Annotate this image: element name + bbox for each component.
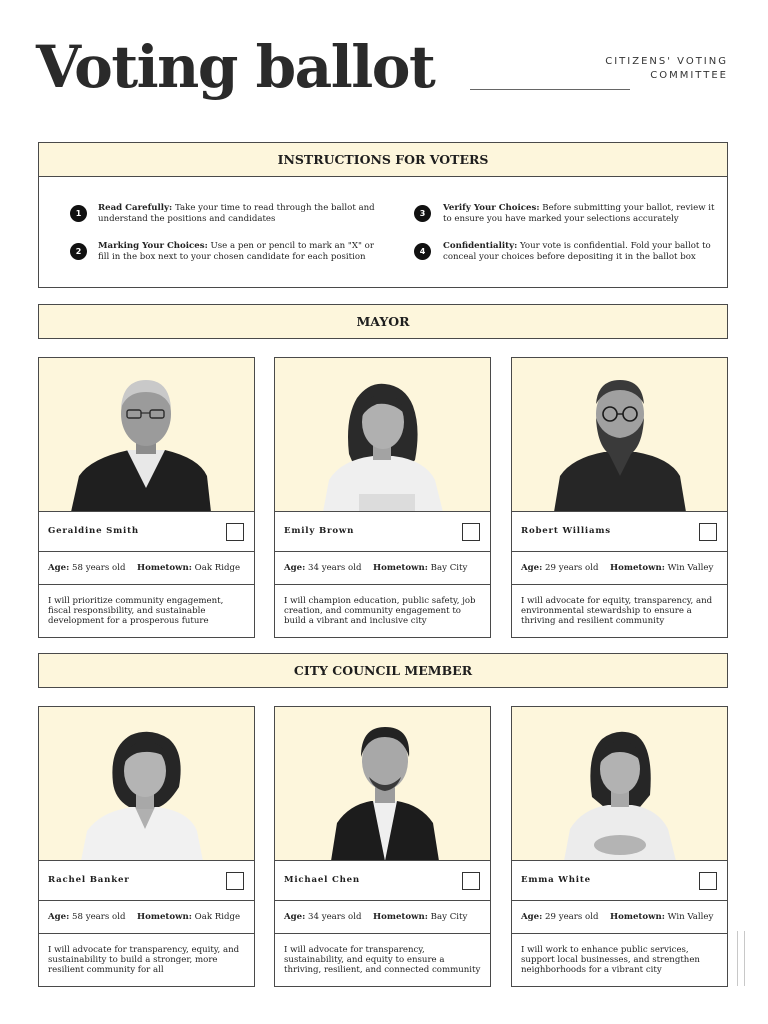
candidate-photo xyxy=(275,707,490,861)
candidate-card-geraldine-smith xyxy=(38,357,255,638)
candidate-photo xyxy=(512,358,727,512)
step-number-2: 2 xyxy=(70,243,87,260)
step-number-3: 3 xyxy=(414,205,431,222)
hometown-label: Hometown: xyxy=(137,912,192,922)
candidate-age xyxy=(48,563,125,573)
portrait-woman-short-hair-icon xyxy=(39,707,254,861)
candidate-name-row xyxy=(275,512,490,552)
mayor-section-heading: MAYOR xyxy=(38,304,728,339)
candidate-statement: I will champion education, public safety, job creation, and community engagement to build a vibrant and inclusive city xyxy=(284,596,476,627)
step-number-4: 4 xyxy=(414,243,431,260)
hometown-label: Hometown: xyxy=(610,912,665,922)
portrait-man-glasses-icon xyxy=(39,358,254,512)
candidate-details xyxy=(39,901,254,934)
candidate-age xyxy=(521,563,598,573)
hometown-label: Hometown: xyxy=(137,563,192,573)
candidate-card-robert-williams xyxy=(511,357,728,638)
hometown-label: Hometown: xyxy=(610,563,665,573)
instruction-step-4 xyxy=(443,241,723,262)
age-label: Age: xyxy=(48,563,70,573)
candidate-details xyxy=(39,552,254,585)
age-value: 34 years old xyxy=(305,563,362,573)
age-label: Age: xyxy=(521,563,543,573)
age-label: Age: xyxy=(48,912,70,922)
candidate-hometown xyxy=(137,912,240,922)
portrait-bearded-man-icon xyxy=(512,358,727,512)
portrait-woman-smiling-icon xyxy=(512,707,727,861)
candidate-details xyxy=(275,552,490,585)
candidate-statement: I will advocate for transparency, equity, and sustainability to build a stronger, more resilient community for all xyxy=(48,945,240,976)
candidate-name-row xyxy=(512,512,727,552)
age-value: 58 years old xyxy=(69,563,126,573)
vote-checkbox-michael-chen[interactable] xyxy=(462,872,480,890)
candidate-name: Michael Chen xyxy=(284,875,360,885)
candidate-photo xyxy=(275,358,490,512)
hometown-value: Oak Ridge xyxy=(191,563,241,573)
age-label: Age: xyxy=(284,912,306,922)
instructions-panel xyxy=(38,177,728,288)
instruction-step-title: Read Carefully: xyxy=(98,203,173,213)
candidate-card-emily-brown xyxy=(274,357,491,638)
candidate-hometown xyxy=(373,563,467,573)
portrait-woman-icon xyxy=(275,358,490,512)
hometown-label: Hometown: xyxy=(373,563,428,573)
instruction-step-text: Use a pen or pencil to mark an "X" or fill in the box next to your chosen candidate for each position xyxy=(98,241,374,262)
hometown-value: Bay City xyxy=(427,563,468,573)
candidate-statement: I will advocate for transparency, sustainability, and equity to ensure a thriving, resilient, and connected community xyxy=(284,945,481,976)
candidate-name-row xyxy=(275,861,490,901)
candidate-name: Rachel Banker xyxy=(48,875,130,885)
hometown-value: Win Valley xyxy=(664,912,714,922)
candidate-name-row xyxy=(39,512,254,552)
candidate-statement: I will advocate for equity, transparency, and environmental stewardship to ensure a thriving and resilient community xyxy=(521,596,713,627)
header-divider xyxy=(470,89,630,90)
candidate-photo xyxy=(39,358,254,512)
committee-name-line1: CITIZENS' VOTING xyxy=(605,56,728,67)
candidate-card-emma-white xyxy=(511,706,728,987)
age-value: 58 years old xyxy=(69,912,126,922)
candidate-hometown xyxy=(373,912,467,922)
candidate-statement: I will work to enhance public services, support local businesses, and strengthen neighborhoods for a vibrant city xyxy=(521,945,700,976)
candidate-age xyxy=(284,912,361,922)
candidate-name: Emily Brown xyxy=(284,526,355,536)
candidate-hometown xyxy=(610,912,713,922)
instruction-step-3 xyxy=(443,203,723,224)
instruction-step-text: Before submitting your ballot, review it to ensure you have marked your selections accurately xyxy=(443,203,715,224)
ballot-title: Voting ballot xyxy=(36,33,435,101)
city-council-section-heading: CITY COUNCIL MEMBER xyxy=(38,653,728,688)
candidate-name-row xyxy=(39,861,254,901)
instruction-step-text: Take your time to read through the ballot and understand the positions and candidates xyxy=(98,203,375,224)
committee-name xyxy=(605,55,728,83)
candidate-details xyxy=(275,901,490,934)
candidate-statement: I will prioritize community engagement, fiscal responsibility, and sustainable development for a prosperous future xyxy=(48,596,224,627)
step-number-1: 1 xyxy=(70,205,87,222)
candidate-age xyxy=(284,563,361,573)
candidate-hometown xyxy=(610,563,713,573)
instruction-step-text: Your vote is confidential. Fold your ballot to conceal your choices before depositing it in the ballot box xyxy=(443,241,711,262)
hometown-value: Oak Ridge xyxy=(191,912,241,922)
candidate-card-michael-chen xyxy=(274,706,491,987)
candidate-name-row xyxy=(512,861,727,901)
vote-checkbox-rachel-banker[interactable] xyxy=(226,872,244,890)
age-value: 29 years old xyxy=(542,912,599,922)
age-label: Age: xyxy=(521,912,543,922)
candidate-photo xyxy=(39,707,254,861)
hometown-label: Hometown: xyxy=(373,912,428,922)
vote-checkbox-emma-white[interactable] xyxy=(699,872,717,890)
vote-checkbox-robert-williams[interactable] xyxy=(699,523,717,541)
instruction-step-title: Confidentiality: xyxy=(443,241,518,251)
age-label: Age: xyxy=(284,563,306,573)
committee-name-line2: COMMITTEE xyxy=(650,70,728,81)
instruction-step-title: Marking Your Choices: xyxy=(98,241,208,251)
instruction-step-1 xyxy=(98,203,378,224)
portrait-man-suit-icon xyxy=(275,707,490,861)
hometown-value: Win Valley xyxy=(664,563,714,573)
instruction-step-title: Verify Your Choices: xyxy=(443,203,540,213)
vote-checkbox-emily-brown[interactable] xyxy=(462,523,480,541)
age-value: 34 years old xyxy=(305,912,362,922)
candidate-name: Emma White xyxy=(521,875,591,885)
candidate-photo xyxy=(512,707,727,861)
candidate-age xyxy=(48,912,125,922)
instructions-heading: INSTRUCTIONS FOR VOTERS xyxy=(38,142,728,177)
vote-checkbox-geraldine-smith[interactable] xyxy=(226,523,244,541)
candidate-details xyxy=(512,901,727,934)
candidate-details xyxy=(512,552,727,585)
candidate-age xyxy=(521,912,598,922)
hometown-value: Bay City xyxy=(427,912,468,922)
instruction-step-2 xyxy=(98,241,378,262)
candidate-hometown xyxy=(137,563,240,573)
candidate-name: Robert Williams xyxy=(521,526,611,536)
candidate-name: Geraldine Smith xyxy=(48,526,139,536)
page-edge-mark xyxy=(737,931,745,986)
age-value: 29 years old xyxy=(542,563,599,573)
candidate-card-rachel-banker xyxy=(38,706,255,987)
